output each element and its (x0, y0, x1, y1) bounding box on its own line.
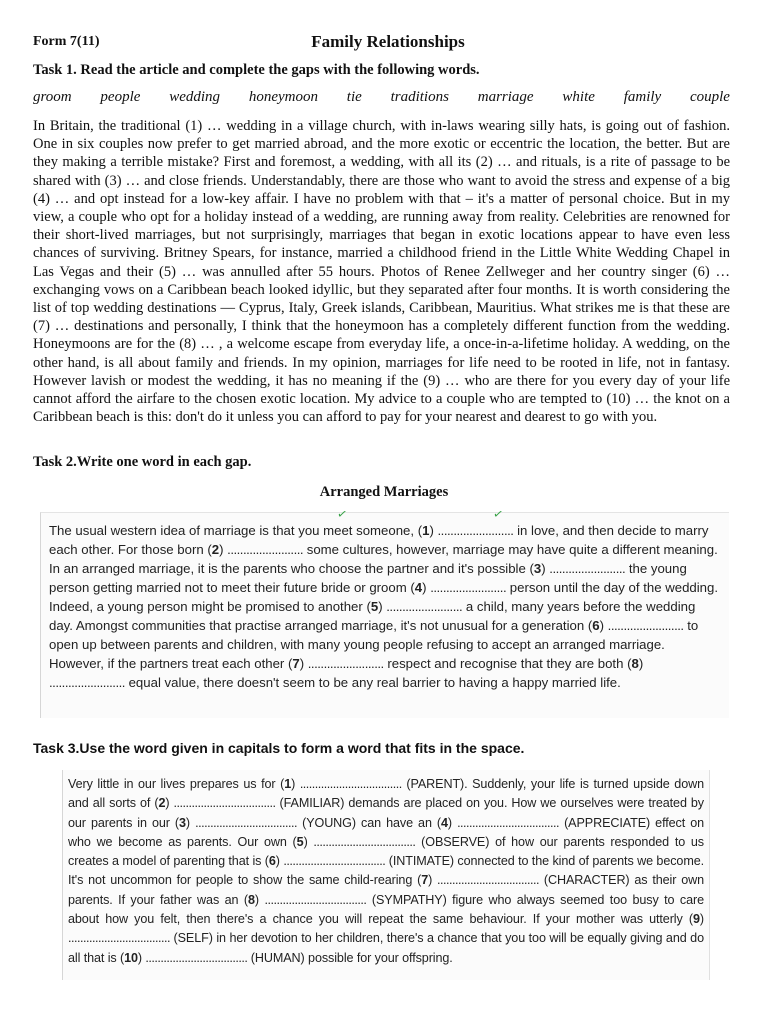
task3-heading: Task 3.Use the word given in capitals to form a word that fits in the space. (33, 740, 525, 756)
word-bank-item: couple (689, 89, 730, 105)
gap-blank[interactable]: .................................. (437, 873, 540, 888)
form-label: Form 7(11) (33, 34, 100, 49)
gap-blank[interactable]: .................................. (283, 854, 386, 869)
page-title: Family Relationships (311, 32, 465, 51)
task2-title: Arranged Marriages (319, 484, 449, 500)
gap-blank[interactable]: ........................ (386, 599, 463, 614)
task1-heading: Task 1. Read the article and complete the gaps with the following words. (33, 62, 480, 78)
word-bank-item: marriage (477, 89, 534, 105)
gap-blank[interactable]: .................................. (313, 834, 416, 849)
task3-exercise-box (62, 770, 710, 980)
gap-blank[interactable]: ........................ (437, 523, 514, 538)
gap-blank[interactable]: .................................. (68, 931, 170, 946)
gap-blank[interactable]: ........................ (227, 542, 304, 557)
word-bank-item: tie (346, 89, 362, 105)
gap-blank[interactable]: ........................ (607, 618, 684, 633)
word-bank-item: honeymoon (248, 89, 318, 105)
gap-blank[interactable]: .................................. (145, 950, 248, 965)
word-bank-item: white (562, 89, 595, 105)
gap-blank[interactable]: ........................ (49, 675, 125, 690)
gap-blank[interactable]: ........................ (307, 656, 384, 671)
task3-text: Very little in our lives prepares us for (1) .................................. (PARENT). Suddenly, your life is turned upside down and all sorts of (2) .................................. (FAMILIAR) demands are placed on you. How we ourselves were treated by our parents in our (3) .................................. (YOUNG) can have an (4) .................................. (APPRECIATE) effect on who we become as parents. Our own (5) .................................. (OBSERVE) of how our parents responded to us creates a model of parenting that is (6) .................................. (INTIMATE) connected to the kind of parents we become. It's not uncommon for people to show the same child-rearing (7) .................................. (CHARACTER) as their own parents. If your father was an (8) .................................. (SYMPATHY) figure who always seemed too busy to care about how you felt, then there's a chance you will repeat the same behaviour. If your mother was utterly (9) .................................. (SELF) in her devotion to her children, there's a chance that you too will be equally giving and do all that is (10) .................................. (HUMAN) possible for your offspring. (68, 777, 705, 965)
task2-heading: Task 2.Write one word in each gap. (33, 454, 252, 470)
gap-blank[interactable]: .................................. (173, 796, 276, 811)
gap-blank[interactable]: .................................. (195, 815, 298, 830)
gap-blank[interactable]: .................................. (299, 777, 402, 791)
gap-blank[interactable]: ........................ (430, 580, 507, 595)
word-bank-item: traditions (390, 89, 449, 105)
word-bank-item: groom (33, 89, 72, 105)
page-header (33, 32, 733, 54)
gap-blank[interactable]: ........................ (549, 561, 626, 576)
task2-text: The usual western idea of marriage is that you meet someone, (1) ........................ in love, and then decide to marry each other. For those born (2) ........................ some cultures, however, marriage may have quite a different meaning. In an arranged marriage, it is the parents who choose the partner and it's possible (3) ........................ the young person getting married not to meet their future bride or groom (4) ........................ person until the day of the wedding. Indeed, a young person might be promised to another (5) ........................ a child, many years before the wedding day. Amongst communities that practise arranged marriage, it's not unusual for a generation (6) ........................ to open up between parents and children, with many young people refusing to accept an arranged marriage. However, if the partners treat each other (7) ........................ respect and recognise that they are both (8) ........................ equal value, there doesn't seem to be any real barrier to having a happy married life. (49, 523, 719, 690)
check-mark-icon: ✓ (491, 506, 505, 522)
gap-blank[interactable]: .................................. (264, 892, 367, 907)
task1-article: In Britain, the traditional (1) … wedding in a village church, with in-laws wearing silly hats, is going out of fashion. One in six couples now prefer to get married abroad, and the more exotic or eccentric the location, the better. But are they making a terrible mistake? First and foremost, a wedding, with all its (2) … and rituals, is a rite of passage to be shared with (3) … and close friends. Understandably, there are those who want to avoid the stress and expense of a big (4) … and opt instead for a low-key affair. I have no problem with that – it's a matter of personal choice. But in my view, a couple who opt for a holiday instead of a wedding, are running away from reality. Celebrities are renowned for their short-lived marriages, but not surprisingly, marriages that began in exotic locations appear to have even less chances of surviving. Britney Spears, for instance, married a childhood friend in the Little White Wedding Chapel in Las Vegas and their (5) … was annulled after 55 hours. Photos of Renee Zellweger and her country singer (6) … exchanging vows on a Caribbean beach looked idyllic, but they separated after four months. It is worth considering the list of top wedding destinations — Cyprus, Italy, Greek islands, Caribbean, Mauritius. What strikes me is that these are (7) … destinations and personally, I think that the honeymoon has a completely different function from the wedding. Honeymoons are for the (8) … , a welcome escape from everyday life, a once-in-a-lifetime holiday. A wedding, on the other hand, is all about family and friends. In my opinion, marriages for life need to be rooted in life, not in fantasy. However lavish or modest the wedding, it has no meaning if the (9) … who are there for you every day of your life cannot afford the airfare to the chosen exotic location. My advice to a couple who are tempted to (10) … the knot on a Caribbean beach is this: don't do it unless you can afford to pay for your nearest and dearest to go with you. (33, 118, 730, 426)
word-bank-item: family (623, 89, 662, 105)
check-mark-icon: ✓ (335, 506, 349, 522)
gap-blank[interactable]: .................................. (457, 815, 560, 830)
word-bank-item: wedding (169, 89, 221, 105)
word-bank (33, 89, 730, 106)
task2-exercise-box (40, 506, 729, 718)
word-bank-item: people (100, 89, 141, 105)
